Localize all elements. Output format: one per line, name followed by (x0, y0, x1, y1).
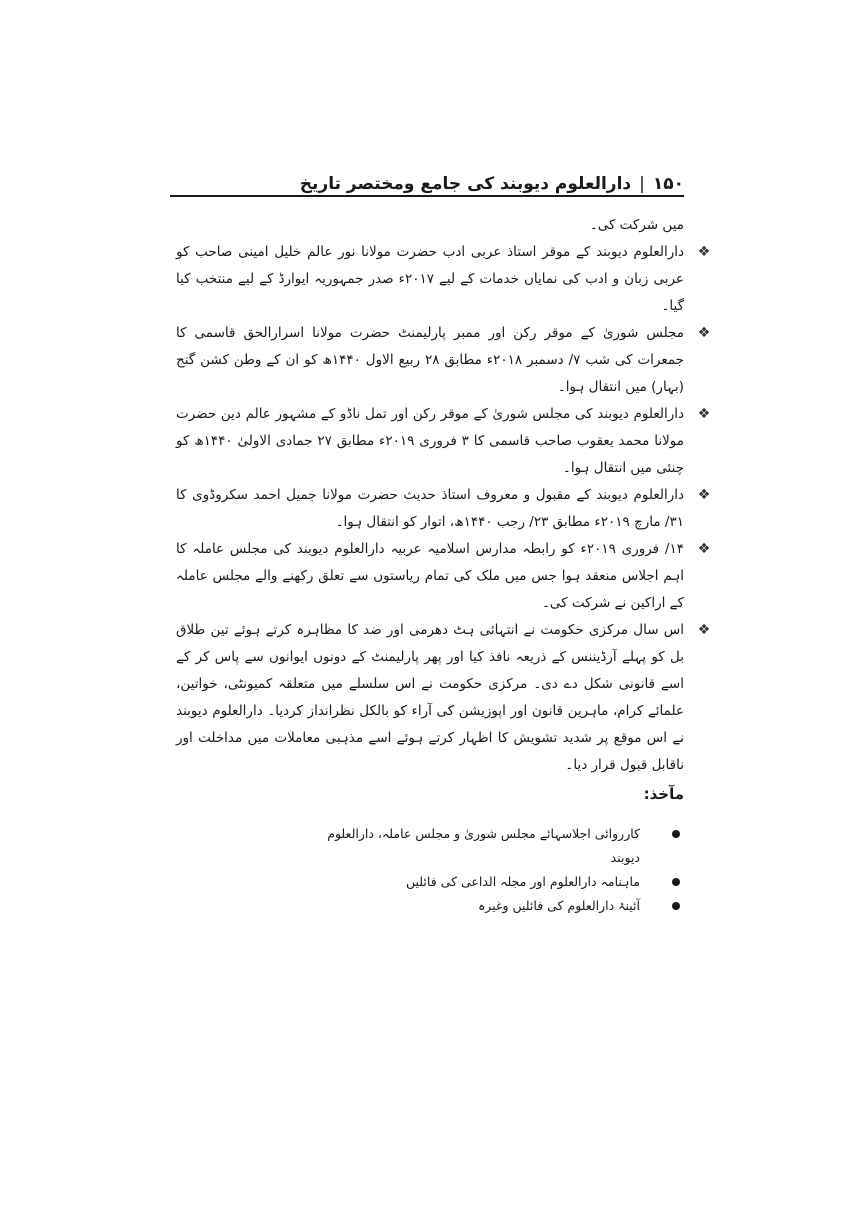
header-rule (170, 195, 684, 197)
bullet-dot-icon (672, 902, 680, 910)
source-text: آئینۂ دارالعلوم کی فائلیں وغیرہ (477, 898, 640, 913)
source-item (300, 870, 680, 894)
page-number: ۱۵۰ (652, 174, 684, 194)
list-item-text: اس سال مرکزی حکومت نے انتہائی ہٹ دھرمی اور ضد کا مظاہرہ کرتے ہوئے تین طلاق بل کو پہلے آرڈیننس کے ذریعہ نافذ کیا اور پھر پارلیمنٹ کے دونوں ایوانوں سے پاس کر کے اسے قانونی شکل دے دی۔ مرکزی حکومت نے اس سلسلے میں متعلقہ کمیونٹی، خواتین، علمائے کرام، ماہرین قانون اور اپوزیشن کی آراء کو بالکل نظرانداز کردیا۔ دارالعلوم دیوبند نے اس موقع پر شدید تشویش کا اظہار کرتے ہوئے اسے مذہبی معاملات میں مداخلت اور ناقابل قبول قرار دیا۔ (176, 622, 684, 773)
sources-list (300, 822, 680, 918)
source-text: کارروائی اجلاسہائے مجلس شوریٰ و مجلس عاملہ، دارالعلوم دیوبند (327, 826, 640, 865)
source-item (300, 894, 680, 918)
list-item-text: دارالعلوم دیوبند کے موقر استاذ عربی ادب حضرت مولانا نور عالم خلیل امینی صاحب کو عربی زبان و ادب کی نمایاں خدمات کے لیے ۲۰۱۷ء صدر جمہوریہ ایوارڈ کے لیے منتخب کیا گیا۔ (176, 244, 684, 314)
list-item (176, 239, 711, 320)
sources-heading: مآخذ: (643, 785, 684, 803)
bullet-dot-icon (672, 878, 680, 886)
diamond-bullet-icon: ❖ (697, 541, 711, 557)
source-text: ماہنامہ دارالعلوم اور مجلہ الداعی کی فائلیں (405, 874, 640, 889)
diamond-bullet-icon: ❖ (697, 325, 711, 341)
list-item (176, 536, 711, 617)
book-title: دارالعلوم دیوبند کی جامع ومختصر تاریخ (299, 174, 632, 194)
page-header (170, 158, 684, 194)
list-item (176, 482, 711, 536)
diamond-bullet-icon: ❖ (697, 487, 711, 503)
list-item-text: دارالعلوم دیوبند کے مقبول و معروف استاذ حدیث حضرت مولانا جمیل احمد سکروڈوی کا ۳۱/ مارچ ۲۰۱۹ء مطابق ۲۳/ رجب ۱۴۴۰ھ، اتوار کو انتقال ہوا۔ (176, 487, 684, 530)
list-item-text: ۱۴/ فروری ۲۰۱۹ء کو رابطہ مدارس اسلامیہ عربیہ دارالعلوم دیوبند کی مجلس عاملہ کا اہم اجلاس منعقد ہوا جس میں ملک کی تمام ریاستوں سے تعلق رکھنے والے مجلس عاملہ کے اراکین نے شرکت کی۔ (176, 541, 684, 611)
bullet-dot-icon (672, 830, 680, 838)
diamond-bullet-icon: ❖ (697, 244, 711, 260)
diamond-bullet-icon: ❖ (697, 406, 711, 422)
body-text (176, 212, 711, 779)
header-separator: | (639, 174, 645, 194)
continuation-text: میں شرکت کی۔ (589, 217, 684, 233)
diamond-bullet-icon: ❖ (697, 622, 711, 638)
source-item (300, 822, 680, 870)
list-item-text: دارالعلوم دیوبند کی مجلس شوریٰ کے موقر رکن اور تمل ناڈو کے مشہور عالم دین حضرت مولانا محمد یعقوب صاحب قاسمی کا ۳ فروری ۲۰۱۹ء مطابق ۲۷ جمادی الاولیٰ ۱۴۴۰ھ کو چنئی میں انتقال ہوا۔ (176, 406, 684, 476)
list-item (176, 401, 711, 482)
list-item-text: مجلس شوریٰ کے موقر رکن اور ممبر پارلیمنٹ حضرت مولانا اسرارالحق قاسمی کا جمعرات کی شب ۷/ دسمبر ۲۰۱۸ء مطابق ۲۸ ربیع الاول ۱۴۴۰ھ کو ان کے وطن کشن گنج (بہار) میں انتقال ہوا۔ (176, 325, 684, 395)
list-item (176, 320, 711, 401)
list-item (176, 617, 711, 779)
